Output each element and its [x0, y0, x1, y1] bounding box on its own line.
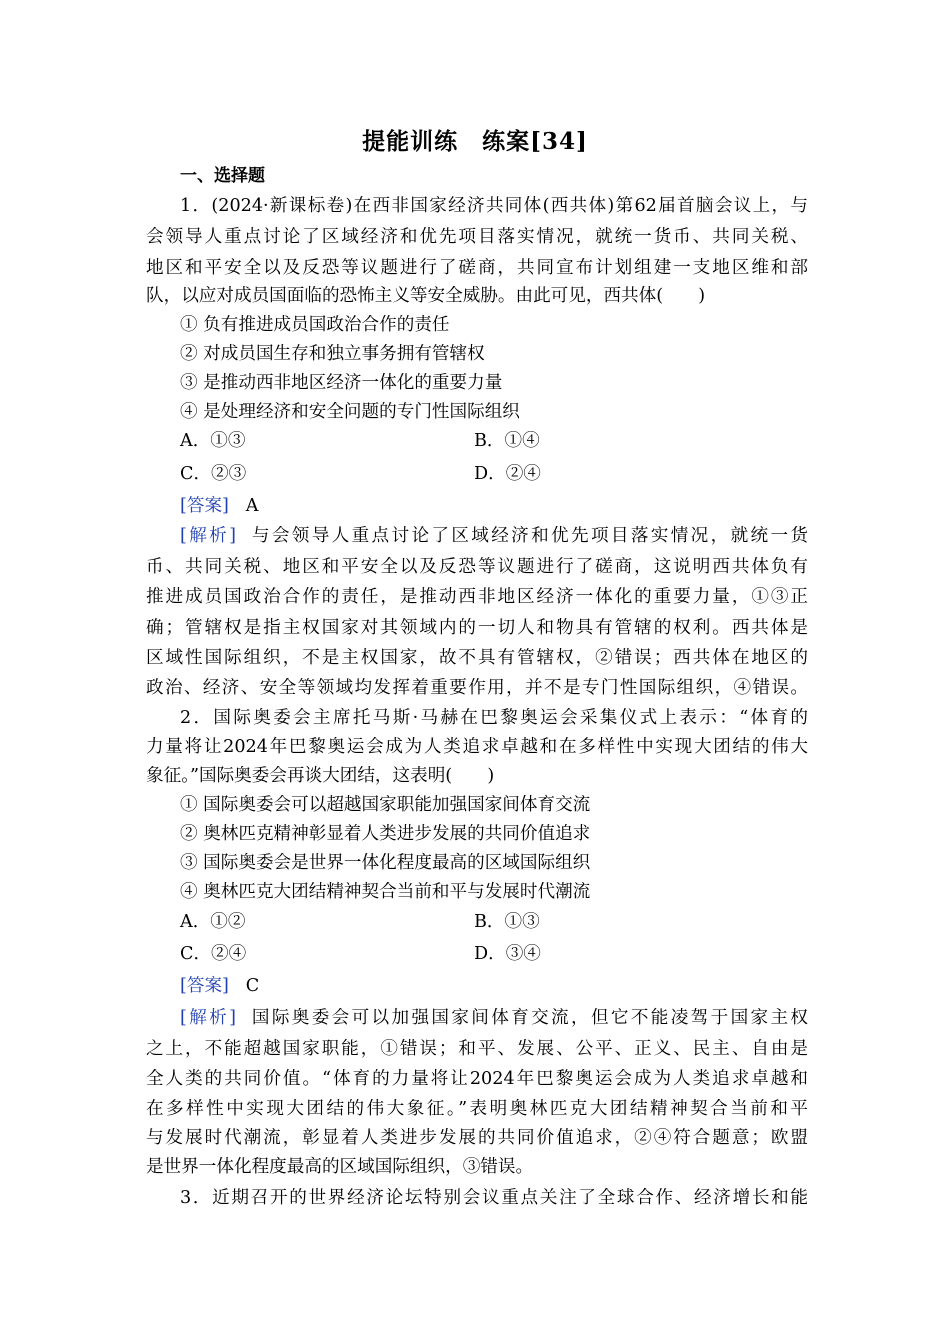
q1-item: ② 对成员国生存和独立事务拥有管辖权: [180, 344, 485, 364]
q2-option-b: B．①③: [474, 912, 540, 932]
q1-stem-line: 会领导人重点讨论了区域经济和优先项目落实情况，就统一货币、共同关税、: [146, 227, 808, 247]
analysis-text: 国际奥委会可以加强国家间体育交流，但它不能凌驾于国家主权: [251, 1008, 808, 1028]
analysis-label: [解析]: [180, 526, 236, 546]
q3-stem-line: 3．近期召开的世界经济论坛特别会议重点关注了全球合作、经济增长和能: [180, 1188, 808, 1208]
q2-answer-row: [180, 972, 259, 1001]
analysis-label: [解析]: [180, 1008, 236, 1028]
q2-analysis-line: 是世界一体化程度最高的区域国际组织，③错误。: [146, 1157, 534, 1177]
q1-analysis-line: 推进成员国政治合作的责任，是推动西非地区经济一体化的重要力量，①③正: [146, 587, 808, 607]
q1-option-c: C．②③: [180, 464, 247, 484]
q1-analysis-line: 政治、经济、安全等领域均发挥着重要作用，并不是专门性国际组织，④错误。: [146, 678, 808, 698]
answer-value: A: [245, 496, 259, 516]
q1-analysis-line: 区域性国际组织，不是主权国家，故不具有管辖权，②错误；西共体在地区的: [146, 648, 808, 668]
q2-option-c: C．②④: [180, 944, 247, 964]
q2-option-a: A．①②: [180, 912, 246, 932]
analysis-text: 与会领导人重点讨论了区域经济和优先项目落实情况，就统一货: [251, 526, 808, 546]
q1-analysis-line: 币、共同关税、地区和平安全以及反恐等议题进行了磋商，这说明西共体负有: [146, 557, 808, 577]
q1-stem-line: 地区和平安全以及反恐等议题进行了磋商，共同宣布计划组建一支地区维和部: [146, 258, 808, 278]
answer-label: [答案]: [180, 496, 229, 516]
q1-item: ③ 是推动西非地区经济一体化的重要力量: [180, 373, 503, 393]
q1-option-d: D．②④: [474, 464, 541, 484]
q2-item: ③ 国际奥委会是世界一体化程度最高的区域国际组织: [180, 853, 591, 873]
q2-stem-line: 力量将让2024年巴黎奥运会成为人类追求卓越和在多样性中实现大团结的伟大: [146, 737, 808, 757]
q1-item: ① 负有推进成员国政治合作的责任: [180, 315, 450, 335]
q1-option-a: A．①③: [180, 431, 246, 451]
q2-analysis-line: 之上，不能超越国家职能，①错误；和平、发展、公平、正义、民主、自由是: [146, 1039, 808, 1059]
answer-value: C: [245, 976, 260, 996]
q1-item: ④ 是处理经济和安全问题的专门性国际组织: [180, 402, 520, 422]
q1-analysis-line: [180, 522, 808, 551]
q2-stem-line: 象征。”国际奥委会再谈大团结，这表明( ): [146, 766, 495, 786]
q2-option-d: D．③④: [474, 944, 541, 964]
page-title: 提能训练 练案[34]: [362, 128, 588, 155]
q1-option-b: B．①④: [474, 431, 540, 451]
answer-label: [答案]: [180, 976, 229, 996]
q1-analysis-line: 确；管辖权是指主权国家对其领域内的一切人和物具有管辖的权利。西共体是: [146, 618, 808, 638]
section-heading: 一、选择题: [180, 166, 265, 186]
q2-item: ② 奥林匹克精神彰显着人类进步发展的共同价值追求: [180, 824, 591, 844]
q2-item: ④ 奥林匹克大团结精神契合当前和平与发展时代潮流: [180, 882, 591, 902]
q2-item: ① 国际奥委会可以超越国家职能加强国家间体育交流: [180, 795, 591, 815]
q1-stem-line: 队，以应对成员国面临的恐怖主义等安全威胁。由此可见，西共体( ): [146, 286, 706, 306]
q2-analysis-line: [180, 1004, 808, 1033]
q2-analysis-line: 与发展时代潮流，彰显着人类进步发展的共同价值追求，②④符合题意；欧盟: [146, 1128, 808, 1148]
q2-analysis-line: 全人类的共同价值。“体育的力量将让2024年巴黎奥运会成为人类追求卓越和: [146, 1069, 808, 1089]
q1-stem-line: 1．(2024·新课标卷)在西非国家经济共同体(西共体)第62届首脑会议上，与: [180, 196, 808, 216]
q1-answer-row: [180, 492, 258, 521]
q2-analysis-line: 在多样性中实现大团结的伟大象征。”表明奥林匹克大团结精神契合当前和平: [146, 1099, 808, 1119]
q2-stem-line: 2．国际奥委会主席托马斯·马赫在巴黎奥运会采集仪式上表示：“体育的: [180, 708, 808, 728]
